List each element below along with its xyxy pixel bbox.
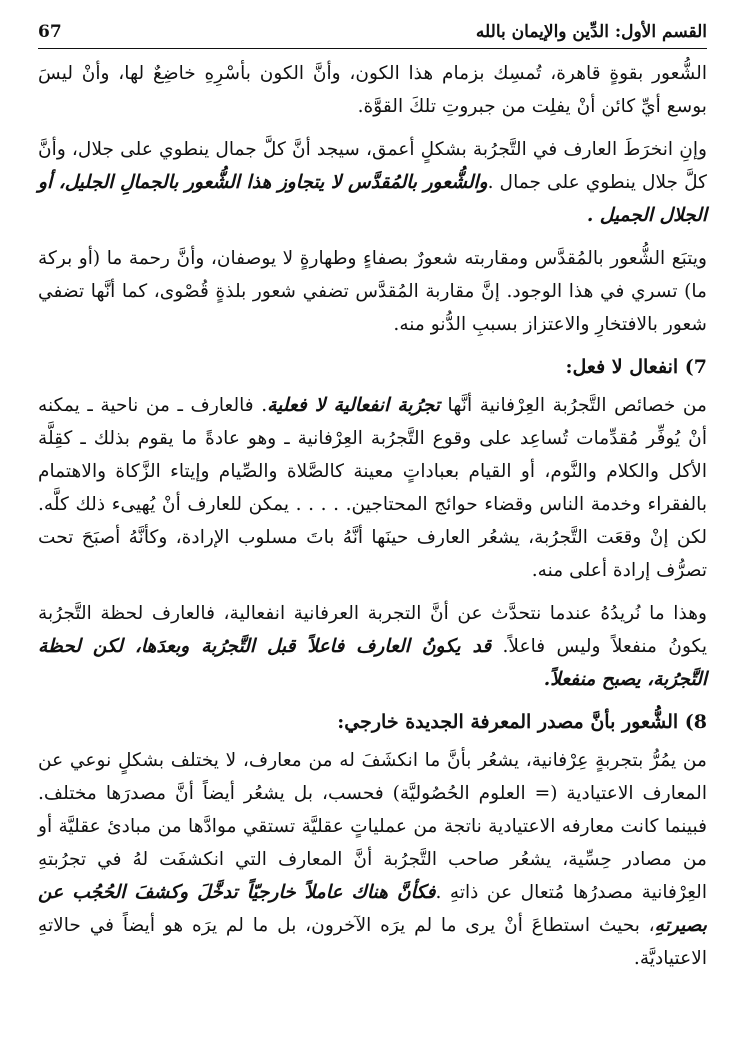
running-header <box>38 22 707 49</box>
paragraph-text: من خصائص التَّجرُبة العِرْفانية أنَّها <box>439 395 707 416</box>
paragraph-external-source <box>38 744 707 975</box>
paragraph-passivity <box>38 389 707 587</box>
section-heading-7: 7) انفعال لا فعل: <box>565 356 707 378</box>
emphasis-text: قد يكونُ العارف فاعلاً قبل التَّجرُبة وبعدَها، لكن لحظة التَّجرُبة، يصبح منفعلاً. <box>38 636 707 690</box>
emphasis-text: فكأنَّ هناك عاملاً خارجيّاً تدخَّلَ وكشفَ الحُجُب عن بصيرتهِ <box>38 882 707 936</box>
paragraph-text: وهذا ما نُريدُهُ عندما نتحدَّث عن أنَّ التجربة العرفانية انفعالية، فالعارف لحظة التَّجرُبة يكونُ منفعلاً وليس فاعلاً. <box>38 603 707 657</box>
emphasis-text: والشُّعور بالمُقدَّس لا يتجاوز هذا الشُّعور بالجمالِ الجليل، أو الجلال الجميل . <box>38 172 707 226</box>
paragraph-text: من يمُرُّ بتجربةٍ عِرْفانية، يشعُر بأنَّ ما انكشَفَ له من معارف، لا يختلف بشكلٍ نوعي عن المعارف الاعتيادية (= العلوم الحُصُوليَّة) فحسب، بل يشعُر أيضاً أنَّ مصدرَها مختلف. فبينما كانت معارفه الاعتيادية ناتجة من عملياتٍ عقليَّة تستقي موادَّها من مبادئ عقليَّة أو من مصادر حِسِّية، يشعُر صاحب التَّجرُبة أنَّ المعارف التي انكشفَت لهُ في تجرُبتهِ العِرْفانية مصدرُها مُتعال عن ذاتهِ . <box>38 750 707 903</box>
section-heading-8: 8) الشُّعور بأنَّ مصدر المعرفة الجديدة خارجي: <box>337 711 707 733</box>
header-title: القسم الأول: الدِّين والإيمان بالله <box>475 22 707 42</box>
paragraph-awe: الشُّعور بقوةٍ قاهرة، تُمسِك بزمام هذا الكون، وأنَّ الكون بأسْرِهِ خاضِعٌ لها، وأنْ ليسَ بوسع أيِّ كائن أنْ يفلِت من جبروتِ تلكَ القوَّة. <box>38 63 707 117</box>
paragraph-beauty-majesty <box>38 133 707 232</box>
paragraph-passive-moment <box>38 597 707 696</box>
paragraph-sacred: ويتبَع الشُّعور بالمُقدَّس ومقاربته شعورٌ بصفاءٍ وطهارةٍ لا يوصفان، وأنَّ رحمة ما (أو بركة ما) تسري في هذا الوجود. إنَّ مقاربة المُقدَّس تضفي شعور بلذةٍ قُصْوى، كما أنَّها تضفي شعور بالافتخارِ والاعتزاز بسببِ الدُّنو منه. <box>38 248 707 335</box>
paragraph-text: . فالعارف ـ من ناحية ـ يمكنه أنْ يُوفِّر مُقدِّمات تُساعِد على وقوع التَّجرُبة العِرْفانية ـ وهو عادةً ما يقوم بذلك ـ كقِلَّة الأكل والكلام والنَّوم، أو القيام بعباداتٍ معينة كالصَّلاة والصِّيام وإيتاء الزَّكاة والاهتمام بالفقراء وخدمة الناس وقضاء حوائج المحتاجين. . . . . يمكن للعارف أنْ يُهيىء ذلك كلَّه. لكن إنْ وقعَت التَّجرُبة، يشعُر العارف حينَها أنَّهُ باتَ مسلوب الإرادة، وكأنَّهُ أصبَحَ تحت تصرُّف إرادة أعلى منه. <box>38 395 707 581</box>
paragraph-text: وإنِ انخرَطَ العارف في التَّجرُبة بشكلٍ أعمق، سيجد أنَّ كلَّ جمال ينطوي على جلال، وأنَّ كلَّ جلال ينطوي على جمال . <box>38 139 707 193</box>
emphasis-text: تجرُبة انفعالية لا فعلية <box>267 395 440 416</box>
page-number: 67 <box>38 22 62 42</box>
paragraph-text: ، بحيث استطاعَ أنْ يرى ما لم يرَه الآخرون، بل ما لم يرَه هو أيضاً في حالاتهِ الاعتياديَّة. <box>38 915 707 969</box>
